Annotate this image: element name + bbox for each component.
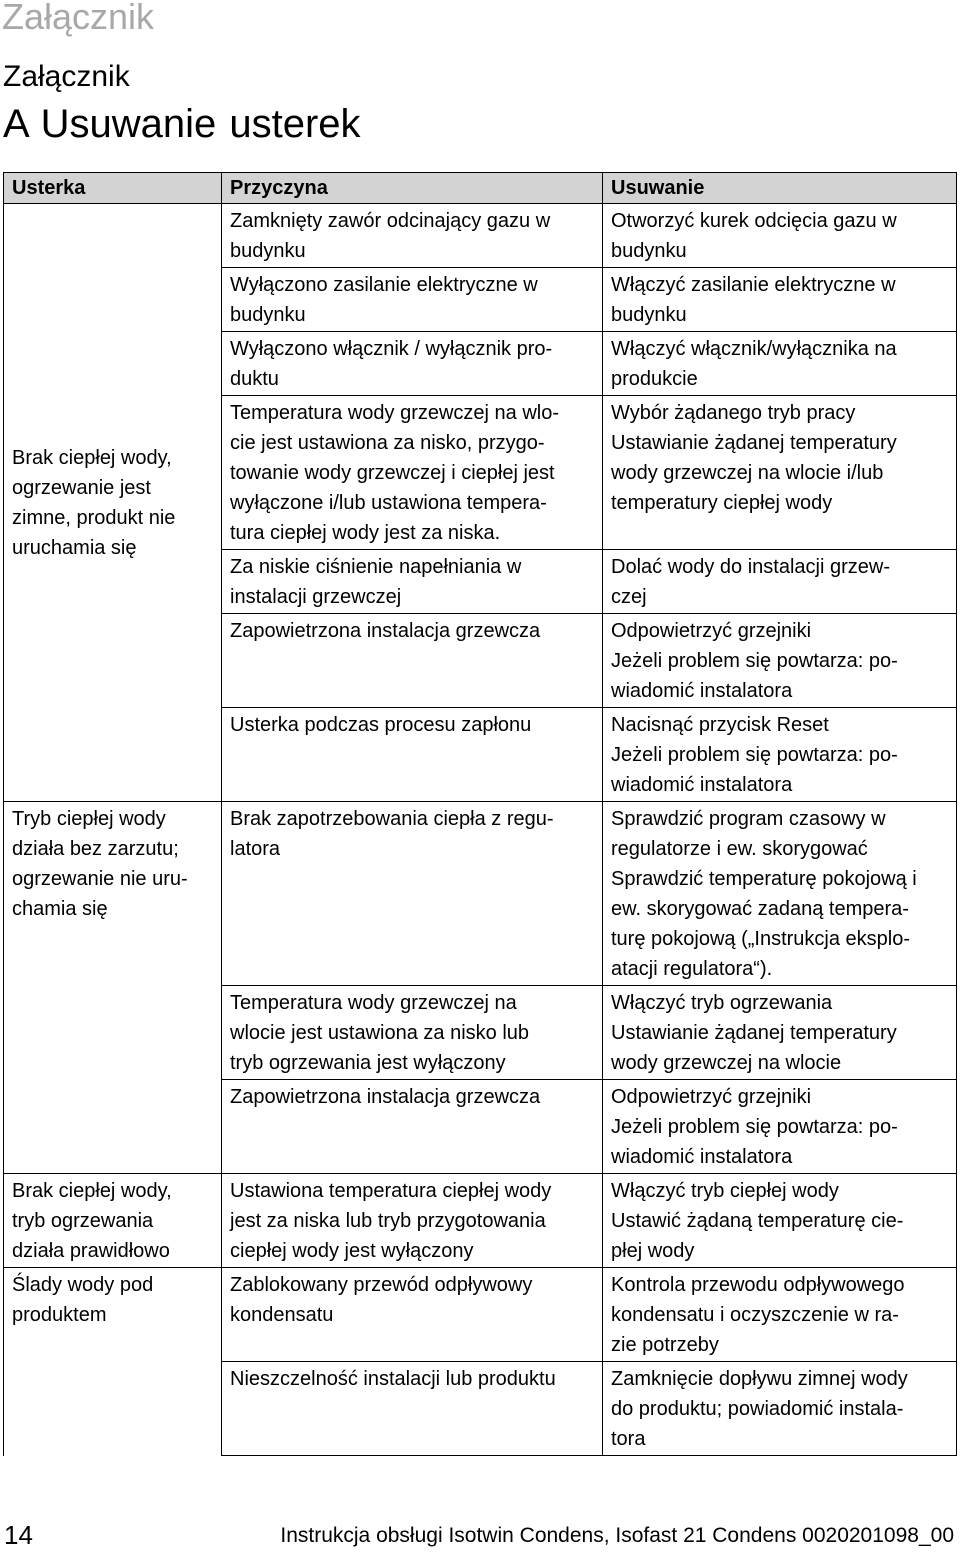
cause-text-line: Wyłączono włącznik / wyłącznik pro- [230,338,553,360]
remedy-cell [603,332,957,396]
remedy-cell [603,550,957,614]
document-title: Instrukcja obsługi Isotwin Condens, Isofast 21 Condens 0020201098_00 [280,1524,954,1547]
cause-text-line: latora [230,838,281,860]
cause-text-line: kondensatu [230,1304,334,1326]
cause-text-line: Wyłączono zasilanie elektryczne w [230,274,538,296]
cause-cell [222,1268,603,1362]
remedy-cell [603,268,957,332]
cause-text-line: tryb ogrzewania jest wyłączony [230,1052,506,1074]
remedy-text-line: wiadomić instalatora [611,774,793,796]
fault-text-line: działa bez zarzutu; [12,838,179,860]
cause-cell [222,1080,603,1174]
page-number: 14 [4,1520,33,1550]
header-fault: Usterka [4,173,222,204]
remedy-cell [603,802,957,986]
cause-text-line: tura ciepłej wody jest za niska. [230,522,501,544]
table-body [4,204,957,1456]
remedy-text-line: budynku [611,304,687,326]
troubleshooting-table [3,172,957,1456]
remedy-text-line: Otworzyć kurek odcięcia gazu w [611,210,897,232]
remedy-cell [603,396,957,550]
remedy-text-line: tora [611,1428,646,1450]
fault-cell [4,1174,222,1268]
remedy-text-line: regulatorze i ew. skorygować [611,838,868,860]
cause-text-line: towanie wody grzewczej i ciepłej jest [230,462,555,484]
remedy-text-line: Jeżeli problem się powtarza: po- [611,650,898,672]
fault-text-line: tryb ogrzewania [12,1210,154,1232]
cause-cell [222,1362,603,1456]
header-remedy: Usuwanie [603,173,957,204]
cause-text-line: Zapowietrzona instalacja grzewcza [230,1086,541,1108]
fault-text-line: produktem [12,1304,107,1326]
cause-cell [222,708,603,802]
cause-text-line: duktu [230,368,279,390]
remedy-text-line: do produktu; powiadomić instala- [611,1398,904,1420]
remedy-text-line: Włączyć tryb ogrzewania [611,992,833,1014]
cause-text-line: Usterka podczas procesu zapłonu [230,714,532,736]
remedy-cell [603,708,957,802]
remedy-text-line: wiadomić instalatora [611,680,793,702]
remedy-text-line: Włączyć włącznik/wyłącznika na [611,338,897,360]
remedy-text-line: Sprawdzić program czasowy w [611,808,886,830]
remedy-text-line: Dolać wody do instalacji grzew- [611,556,891,578]
fault-cell [4,204,222,802]
fault-text-line: działa prawidłowo [12,1240,170,1262]
cause-text-line: budynku [230,240,306,262]
cause-text-line: jest za niska lub tryb przygotowania [230,1210,546,1232]
section-title: Załącznik [3,60,130,93]
fault-text-line: Brak ciepłej wody, [12,1180,172,1202]
remedy-cell [603,1080,957,1174]
fault-text-line: uruchamia się [12,537,137,559]
remedy-text-line: Kontrola przewodu odpływowego [611,1274,905,1296]
remedy-text-line: Jeżeli problem się powtarza: po- [611,1116,898,1138]
remedy-text-line: Włączyć zasilanie elektryczne w [611,274,896,296]
cause-text-line: instalacji grzewczej [230,586,402,608]
cause-text-line: Za niskie ciśnienie napełniania w [230,556,522,578]
cause-text-line: Ustawiona temperatura ciepłej wody [230,1180,552,1202]
cause-text-line: ciepłej wody jest wyłączony [230,1240,474,1262]
remedy-text-line: Sprawdzić temperaturę pokojową i [611,868,917,890]
fault-text-line: zimne, produkt nie [12,507,176,529]
remedy-text-line: Wybór żądanego tryb pracy [611,402,856,424]
remedy-text-line: wody grzewczej na wlocie i/lub [611,462,884,484]
remedy-text-line: Ustawić żądaną temperaturę cie- [611,1210,904,1232]
cause-cell [222,396,603,550]
remedy-text-line: ew. skorygować zadaną tempera- [611,898,909,920]
table-header-row [4,173,957,204]
running-header: Załącznik [2,0,155,37]
table-row [4,1268,957,1362]
fault-text-line: ogrzewanie jest [12,477,151,499]
remedy-text-line: Zamknięcie dopływu zimnej wody [611,1368,908,1390]
cause-text-line: Temperatura wody grzewczej na [230,992,517,1014]
fault-cell [4,802,222,1174]
cause-text-line: wyłączone i/lub ustawiona tempera- [230,492,547,514]
cause-cell [222,802,603,986]
remedy-text-line: Ustawianie żądanej temperatury [611,432,897,454]
remedy-text-line: Włączyć tryb ciepłej wody [611,1180,839,1202]
cause-text-line: wlocie jest ustawiona za nisko lub [230,1022,530,1044]
remedy-text-line: wody grzewczej na wlocie [611,1052,842,1074]
table-row [4,204,957,268]
cause-text-line: Nieszczelność instalacji lub produktu [230,1368,556,1390]
header-cause: Przyczyna [222,173,603,204]
remedy-cell [603,1174,957,1268]
remedy-text-line: Jeżeli problem się powtarza: po- [611,744,898,766]
chapter-title: A Usuwanie usterek [3,102,361,146]
remedy-text-line: płej wody [611,1240,695,1262]
cause-text-line: Brak zapotrzebowania ciepła z regu- [230,808,554,830]
cause-cell [222,268,603,332]
cause-cell [222,986,603,1080]
table-row [4,802,957,986]
cause-cell [222,1174,603,1268]
remedy-text-line: Odpowietrzyć grzejniki [611,620,812,642]
cause-cell [222,332,603,396]
remedy-text-line: wiadomić instalatora [611,1146,793,1168]
remedy-text-line: temperatury ciepłej wody [611,492,833,514]
fault-text-line: chamia się [12,898,108,920]
cause-cell [222,614,603,708]
remedy-text-line: kondensatu i oczyszczenie w ra- [611,1304,899,1326]
remedy-text-line: czej [611,586,647,608]
cause-text-line: Zablokowany przewód odpływowy [230,1274,533,1296]
cause-text-line: Zapowietrzona instalacja grzewcza [230,620,541,642]
remedy-text-line: turę pokojową („Instrukcja eksplo- [611,928,911,950]
cause-cell [222,204,603,268]
cause-cell [222,550,603,614]
remedy-cell [603,204,957,268]
fault-text-line: ogrzewanie nie uru- [12,868,188,890]
remedy-text-line: produkcie [611,368,698,390]
remedy-cell [603,614,957,708]
remedy-text-line: atacji regulatora“). [611,958,773,980]
remedy-cell [603,1268,957,1362]
remedy-cell [603,1362,957,1456]
fault-text-line: Brak ciepłej wody, [12,447,172,469]
remedy-cell [603,986,957,1080]
cause-text-line: Temperatura wody grzewczej na wlo- [230,402,560,424]
remedy-text-line: Nacisnąć przycisk Reset [611,714,829,736]
cause-text-line: Zamknięty zawór odcinający gazu w [230,210,551,232]
cause-text-line: cie jest ustawiona za nisko, przygo- [230,432,545,454]
fault-text-line: Ślady wody pod [12,1274,154,1296]
remedy-text-line: Odpowietrzyć grzejniki [611,1086,812,1108]
remedy-text-line: Ustawianie żądanej temperatury [611,1022,897,1044]
remedy-text-line: budynku [611,240,687,262]
remedy-text-line: zie potrzeby [611,1334,719,1356]
cause-text-line: budynku [230,304,306,326]
table-row [4,1174,957,1268]
fault-text-line: Tryb ciepłej wody [12,808,166,830]
fault-cell [4,1268,222,1456]
